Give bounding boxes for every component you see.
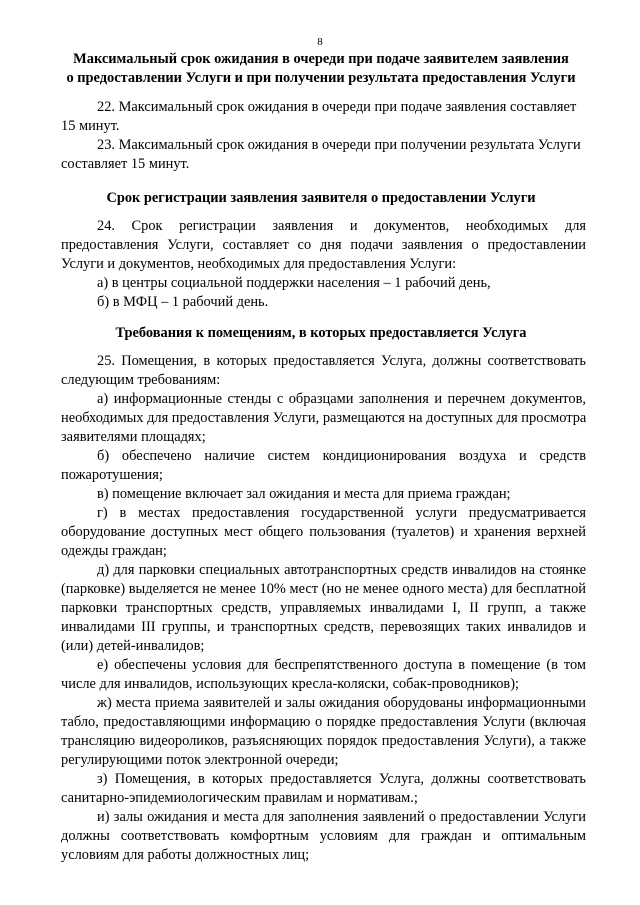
- paragraph-23-line-1: 23. Максимальный срок ожидания в очереди при получении результата Услуги: [97, 137, 581, 153]
- paragraph-25-item-d-line-1: д) для парковки специальных автотранспортных средств инвалидов на стоянке: [97, 562, 586, 578]
- paragraph-22-line-2: 15 минут.: [61, 118, 120, 134]
- paragraph-24-line-2: предоставления Услуги, составляет со дня подачи заявления о предоставлении: [61, 237, 586, 253]
- paragraph-22-line-1: 22. Максимальный срок ожидания в очереди при подаче заявления составляет: [97, 99, 577, 115]
- paragraph-25-item-g-line-2: оборудование доступных мест общего пользования (туалетов) и хранения верхней: [61, 524, 586, 540]
- paragraph-25-item-i-line-3: условиям для работы должностных лиц;: [61, 847, 310, 863]
- paragraph-25-item-z-line-1: з) Помещения, в которых предоставляется Услуга, должны соответствовать: [97, 771, 586, 787]
- paragraph-25-item-d-line-5: (или) детей-инвалидов;: [61, 638, 205, 654]
- paragraph-25-item-g-line-1: г) в местах предоставления государственной услуги предусматривается: [97, 505, 586, 521]
- paragraph-24-line-3: Услуги и документов, необходимых для предоставления Услуги:: [61, 256, 457, 272]
- section-heading-premises: Требования к помещениям, в которых предоставляется Услуга: [115, 325, 527, 341]
- paragraph-25-item-d-line-2: (парковке) выделяется не менее 10% мест (но не менее одного места) для бесплатной: [61, 581, 586, 597]
- paragraph-25-line-1: 25. Помещения, в которых предоставляется Услуга, должны соответствовать: [97, 353, 586, 369]
- paragraph-25-item-a-line-2: необходимых для предоставления Услуги, размещаются на доступных для просмотра: [61, 410, 587, 426]
- section-heading-waiting-time-line-1: Максимальный срок ожидания в очереди при подаче заявителем заявления: [73, 51, 569, 67]
- paragraph-25-item-zh-line-4: регулирующими поток электронной очереди;: [61, 752, 339, 768]
- paragraph-23-line-2: составляет 15 минут.: [61, 156, 190, 172]
- paragraph-25-item-zh-line-3: трансляцию видеороликов, разъясняющих порядок предоставления Услуги), а также: [61, 733, 586, 749]
- paragraph-24-item-a: а) в центры социальной поддержки населения – 1 рабочий день,: [97, 275, 491, 291]
- paragraph-25-item-z-line-2: санитарно-эпидемиологическим правилам и нормативам.;: [61, 790, 418, 806]
- paragraph-25-item-e-line-2: числе для инвалидов, использующих кресла-коляски, собак-проводников);: [61, 676, 519, 692]
- paragraph-25-item-i-line-1: и) залы ожидания и места для заполнения заявлений о предоставлении Услуги: [97, 809, 586, 825]
- paragraph-24-line-1: 24. Срок регистрации заявления и документов, необходимых для: [97, 218, 586, 234]
- paragraph-24-item-b: б) в МФЦ – 1 рабочий день.: [97, 294, 269, 310]
- paragraph-25-item-d-line-4: инвалидами III группы, и транспортных средств, перевозящих таких инвалидов и: [61, 619, 586, 635]
- paragraph-25-line-2: следующим требованиям:: [61, 372, 221, 388]
- paragraph-25-item-d-line-3: парковки транспортных средств, управляемых инвалидами I, II групп, а также: [61, 600, 586, 616]
- page-number: 8: [317, 36, 323, 48]
- paragraph-25-item-i-line-2: должны соответствовать комфортным условиям для граждан и оптимальным: [61, 828, 586, 844]
- paragraph-25-item-a-line-3: заявителями площадях;: [61, 429, 206, 445]
- paragraph-25-item-zh-line-2: табло, предоставляющими информацию о порядке предоставления Услуги (включая: [61, 714, 586, 730]
- paragraph-25-item-zh-line-1: ж) места приема заявителей и залы ожидания оборудованы информационными: [97, 695, 586, 711]
- paragraph-25-item-v: в) помещение включает зал ожидания и места для приема граждан;: [97, 486, 511, 502]
- paragraph-25-item-e-line-1: е) обеспечены условия для беспрепятственного доступа в помещение (в том: [97, 657, 586, 673]
- paragraph-25-item-b-line-2: пожаротушения;: [61, 467, 163, 483]
- paragraph-25-item-g-line-3: одежды граждан;: [61, 543, 167, 559]
- paragraph-25-item-b-line-1: б) обеспечено наличие систем кондиционирования воздуха и средств: [97, 448, 586, 464]
- paragraph-25-item-a-line-1: а) информационные стенды с образцами заполнения и перечнем документов,: [97, 391, 586, 407]
- section-heading-registration: Срок регистрации заявления заявителя о предоставлении Услуги: [106, 190, 536, 206]
- section-heading-waiting-time-line-2: о предоставлении Услуги и при получении результата предоставления Услуги: [66, 70, 576, 86]
